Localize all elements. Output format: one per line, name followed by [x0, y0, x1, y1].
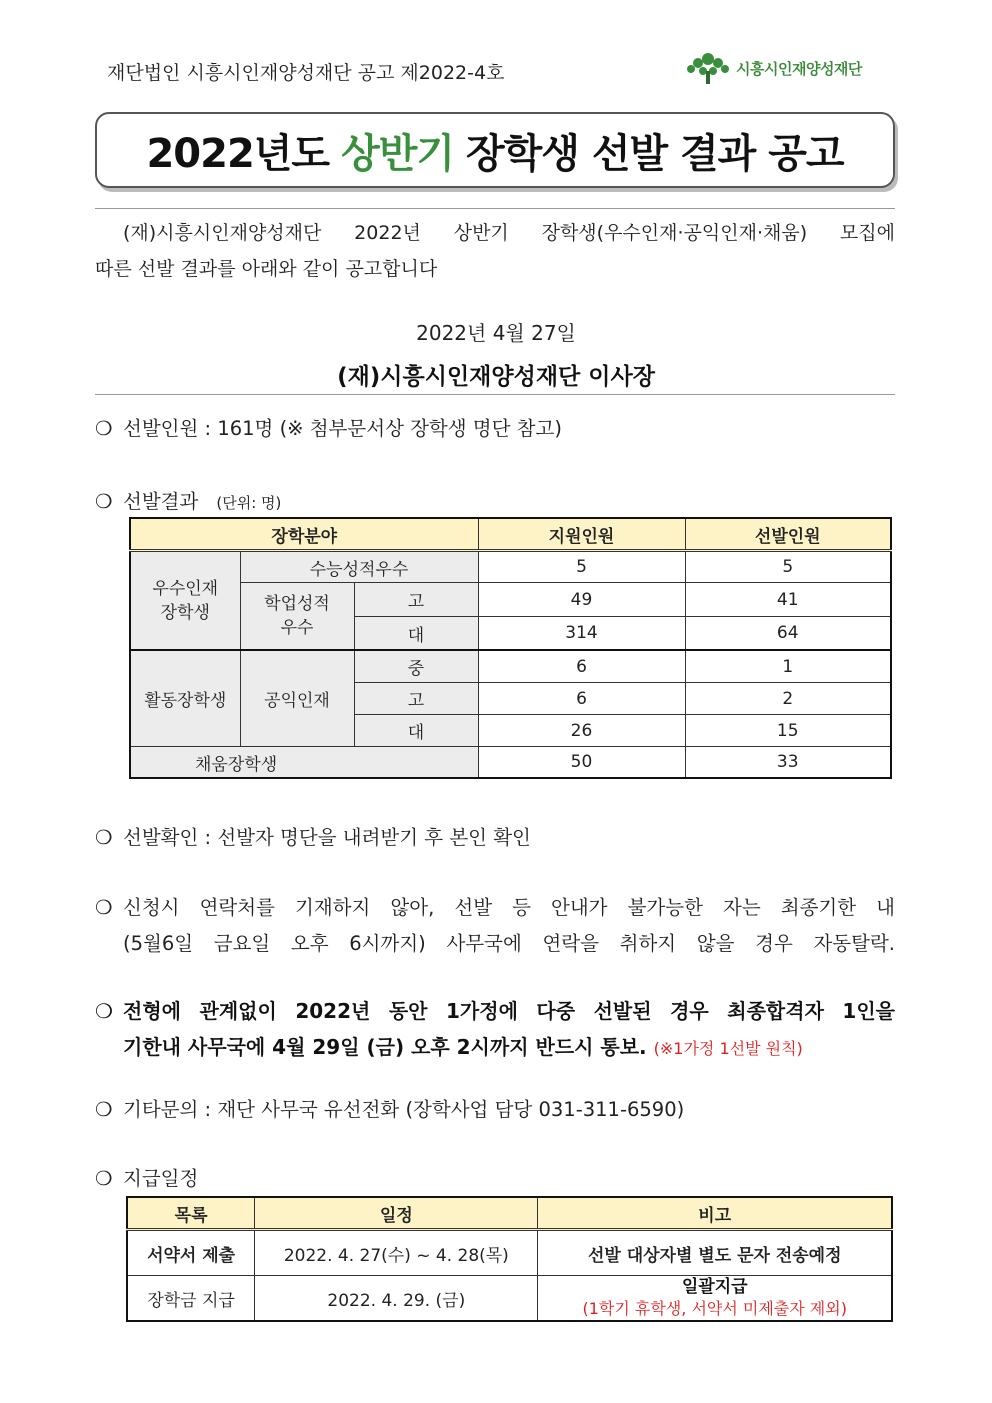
multi-text-2: 기한내 사무국에 4월 29일 (금) 오후 2시까지 반드시 통보. — [123, 1035, 647, 1059]
cell-selected: 33 — [685, 747, 891, 779]
header-field: 장학분야 — [130, 518, 478, 551]
bullet-count — [95, 413, 895, 441]
header-item: 목록 — [127, 1197, 255, 1230]
schedule-label: 지급일정 — [123, 1167, 199, 1190]
row-level: 고 — [354, 683, 478, 715]
cell-applied: 50 — [478, 747, 685, 779]
header-selected: 선발인원 — [685, 518, 891, 551]
multi-text-1: 전형에 관계없이 2022년 동안 1가정에 다중 선발된 경우 최종합격자 1인을 — [123, 999, 895, 1023]
title-highlight: 상반기 — [341, 130, 454, 177]
group-excellent: 우수인재 장학생 — [130, 551, 240, 651]
row-level: 대 — [354, 617, 478, 651]
divider-bottom — [95, 394, 895, 395]
page-title — [95, 112, 895, 188]
schedule-item: 서약서 제출 — [127, 1230, 255, 1276]
cell-selected: 5 — [685, 551, 891, 583]
schedule-note: 일괄지급 — [681, 1277, 748, 1297]
signatory: (재)시흥시인재양성재단 이사장 — [337, 364, 655, 390]
row-label-csat: 수능성적우수 — [240, 551, 478, 583]
notice-date: 2022년 4월 27일 — [416, 321, 576, 345]
row-label-chaeum: 채움장학생 — [130, 747, 478, 779]
schedule-note-sub: (1학기 휴학생, 서약서 미제출자 제외) — [582, 1299, 847, 1318]
bullet-mark: ❍ — [95, 999, 113, 1023]
multi-note: (※1가정 1선발 원칙) — [653, 1039, 803, 1058]
row-level: 중 — [354, 650, 478, 683]
bullet-mark: ❍ — [95, 826, 113, 849]
bullet-schedule — [95, 1163, 895, 1191]
subgroup-public: 공익인재 — [240, 650, 354, 747]
bullet-contact — [95, 890, 895, 962]
bullet-inquiry — [95, 1094, 895, 1122]
title-rest: 장학생 선발 결과 공고 — [465, 130, 844, 177]
schedule-item: 장학금 지급 — [127, 1276, 255, 1322]
bullet-mark: ❍ — [95, 417, 113, 440]
bullet-mark: ❍ — [95, 1167, 113, 1190]
cell-applied: 6 — [478, 650, 685, 683]
cell-selected: 15 — [685, 715, 891, 747]
title-year: 2022년도 — [146, 130, 330, 177]
bullet-result — [95, 486, 895, 514]
multi-line-1 — [95, 993, 895, 1029]
schedule-note: 선발 대상자별 별도 문자 전송예정 — [538, 1230, 892, 1276]
foundation-logo — [686, 50, 862, 86]
inquiry-text: 기타문의 : 재단 사무국 유선전화 (장학사업 담당 031-311-6590) — [123, 1098, 685, 1121]
results-table — [129, 517, 892, 779]
schedule-note-cell — [538, 1276, 892, 1322]
schedule-table — [126, 1196, 893, 1322]
cell-applied: 5 — [478, 551, 685, 583]
header-note: 비고 — [538, 1197, 892, 1230]
result-label: 선발결과 — [123, 490, 199, 513]
result-unit: (단위: 명) — [216, 494, 282, 512]
contact-line-1 — [95, 890, 895, 926]
bullet-confirm — [95, 822, 895, 850]
cell-selected: 64 — [685, 617, 891, 651]
row-level: 고 — [354, 583, 478, 617]
notice-number: 재단법인 시흥시인재양성재단 공고 제2022-4호 — [107, 62, 505, 84]
intro-line-2: 따른 선발 결과를 아래와 같이 공고합니다 — [95, 258, 438, 280]
schedule-date: 2022. 4. 27(수) ~ 4. 28(목) — [255, 1230, 538, 1276]
header-applied: 지원인원 — [478, 518, 685, 551]
divider-top — [95, 208, 895, 209]
confirm-text: 선발확인 : 선발자 명단을 내려받기 후 본인 확인 — [123, 826, 531, 849]
multi-line-2 — [95, 1029, 895, 1067]
count-text: 선발인원 : 161명 (※ 첨부문서상 장학생 명단 참고) — [123, 417, 562, 440]
cell-applied: 26 — [478, 715, 685, 747]
intro-line-1: (재)시흥시인재양성재단 2022년 상반기 장학생(우수인재·공익인재·채움) 모집에 — [123, 222, 895, 244]
schedule-date: 2022. 4. 29. (금) — [255, 1276, 538, 1322]
logo-text: 시흥시인재양성재단 — [736, 59, 862, 78]
bullet-multi — [95, 993, 895, 1067]
cell-applied: 49 — [478, 583, 685, 617]
bullet-mark: ❍ — [95, 1098, 113, 1121]
cell-selected: 2 — [685, 683, 891, 715]
cell-selected: 1 — [685, 650, 891, 683]
contact-text-1: 신청시 연락처를 기재하지 않아, 선발 등 안내가 불가능한 자는 최종기한 내 — [123, 896, 895, 919]
header-date: 일정 — [255, 1197, 538, 1230]
contact-line-2: (5월6일 금요일 오후 6시까지) 사무국에 연락을 취하지 않을 경우 자동탈락. — [123, 932, 895, 955]
subgroup-academic: 학업성적 우수 — [240, 583, 354, 651]
cell-applied: 314 — [478, 617, 685, 651]
tree-logo-icon — [686, 51, 730, 85]
row-level: 대 — [354, 715, 478, 747]
group-activity: 활동장학생 — [130, 650, 240, 747]
intro-paragraph — [95, 215, 895, 287]
cell-applied: 6 — [478, 683, 685, 715]
bullet-mark: ❍ — [95, 896, 113, 919]
cell-selected: 41 — [685, 583, 891, 617]
bullet-mark: ❍ — [95, 490, 113, 513]
